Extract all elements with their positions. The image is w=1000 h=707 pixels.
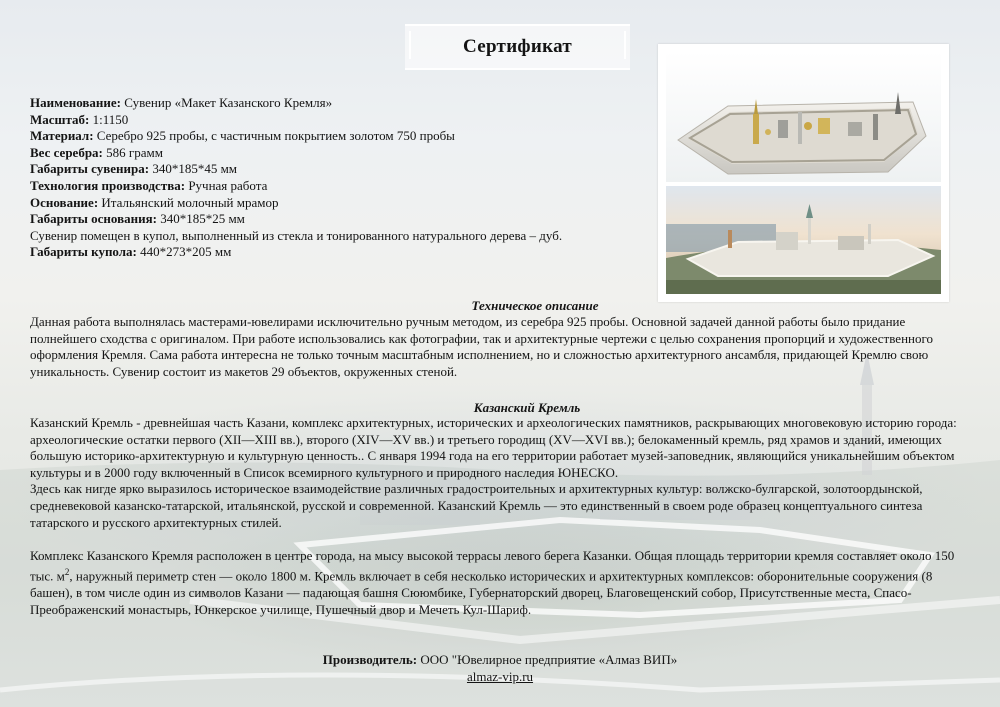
spec-dome-size: Габариты купола: 440*273*205 мм [30,244,232,260]
specs-list [30,95,650,261]
kremlin-title: Казанский Кремль [473,400,581,415]
kremlin-photos [658,44,949,302]
spec-technology: Технология производства: Ручная работа [30,177,268,193]
producer-block [0,651,1000,685]
website-link[interactable]: almaz-vip.ru [466,669,534,684]
kremlin-paragraph-2: Здесь как нигде ярко выразилось историческое взаимодействие различных градостроительных и архитектурных культур: волжско-булгарской, золотоордынской, средневековой казанско-татарской, итальянской, русской и современной. Казанский Кремль — это единственный в своем роде образец концептуального синтеза татарского и русского архитектурных стилей. [30,481,923,530]
spec-silver-weight: Вес серебра: 586 грамм [30,144,163,160]
spec-souvenir-size: Габариты сувенира: 340*185*45 мм [30,161,238,177]
tech-title: Техническое описание [471,298,599,313]
spec-name: Наименование: Сувенир «Макет Казанского Кремля» [30,95,333,110]
spec-material: Материал: Серебро 925 пробы, с частичным покрытием золотом 750 пробы [30,128,455,144]
page-title: Сертификат [462,36,573,57]
spec-base-size: Габариты основания: 340*185*25 мм [30,211,245,227]
photo-frame [658,44,949,302]
title-banner [405,24,630,70]
producer-line: Производитель: ООО "Ювелирное предприятие «Алмаз ВИП» [322,652,678,667]
spec-dome-note: Сувенир помещен в купол, выполненный из стекла и тонированного натурального дерева – дуб. [30,227,563,243]
kremlin-paragraph-1: Казанский Кремль - древнейшая часть Казани, комплекс архитектурных, исторических и археологических памятников, раскрывающих многовековую историю города: археологические остатки первого (XII—XIII вв.), второго (XIV—XV вв.) и третьего городищ (XV—XVI вв.); белокаменный кремль, ряд храмов и зданий, имеющих большую историко-архитектурную и культурную ценность.. С января 1994 года на его территории работает музей-заповедник, являющийся уникальнейшим объектом культуры и в 2000 году включенный в Список всемирного культурного и природного наследия ЮНЕСКО. [30,415,957,480]
tech-description: Данная работа выполнялась мастерами-ювелирами исключительно ручным методом, из серебра 925 пробы. Основной задачей данной работы было придание полнейшего сходства с оригиналом. При работе использовались как фотографии, так и архитектурные чертежи с целью сохранения пропорций и художественного оформления Кремля. Сама работа интересна не только точным масштабным исполнением, но и сложностью архитектурного ансамбля, придающей Кремлю свою уникальность. Сувенир состоит из макетов 29 объектов, окруженных стеной. [30,314,933,379]
kremlin-paragraph-3: Комплекс Казанского Кремля расположен в центре города, на мысу высокой террасы левого берега Казанки. Общая площадь территории кремля составляет около 150 тыс. $м^2$, наружный периметр стен — около 1800 м. Кремль включает в себя несколько исторических и архитектурных комплексов: оборонительные сооружения (8 башен), в том числе один из символов Казани — падающая башня Сююмбике, Губернаторский дворец, Благовещенский собор, Присутственные места, Спасо-Преображенский монастырь, Юнкерское училище, Пушечный двор и Мечеть Кул-Шариф. [30,547,955,617]
spec-base: Основание: Итальянский молочный мрамор [30,194,279,210]
kremlin-description [30,415,975,618]
spec-scale: Масштаб: 1:1150 [30,111,129,127]
model-photo [666,52,941,182]
aerial-photo [666,186,941,294]
